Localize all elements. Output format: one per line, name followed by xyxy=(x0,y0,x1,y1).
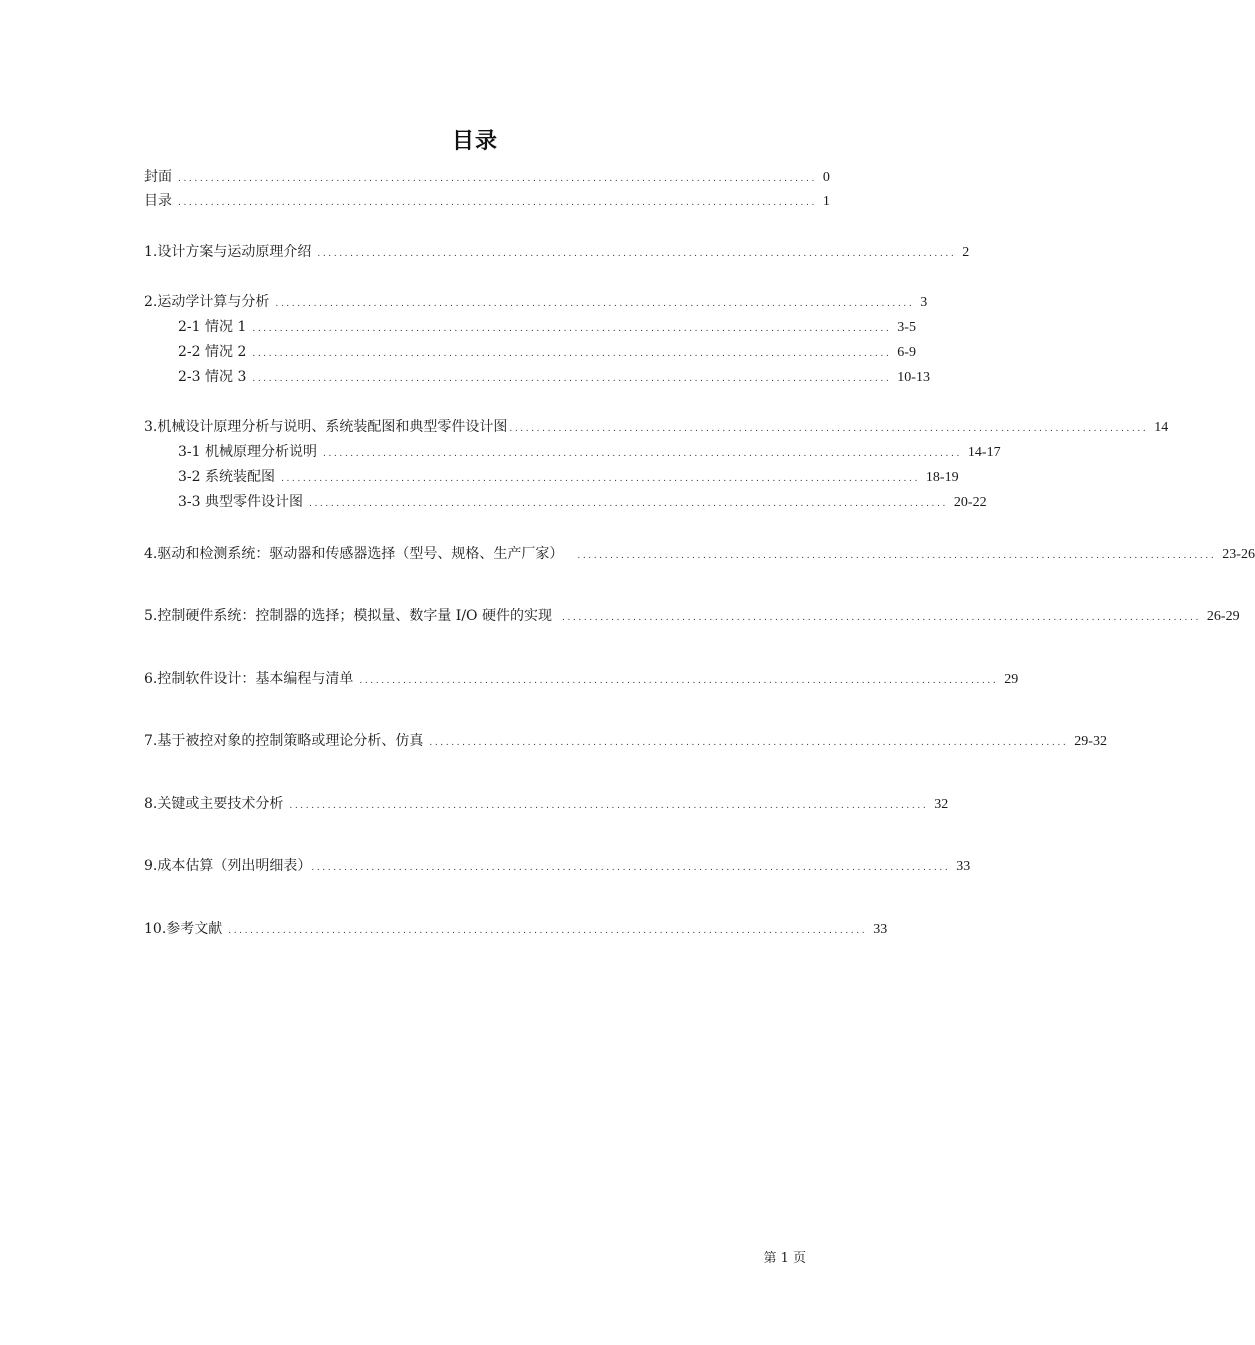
toc-entry-section-4[interactable] xyxy=(144,545,1255,565)
dot-leader: ..................................................................................................................... xyxy=(228,926,868,936)
toc-entry-page: 29-32 xyxy=(1074,734,1107,749)
toc-entry-label: 封面 xyxy=(144,169,172,185)
dot-leader: ..................................................................................................................... xyxy=(577,551,1217,561)
toc-entry-page: 3-5 xyxy=(897,320,916,335)
dot-leader: ..................................................................................................................... xyxy=(509,424,1149,434)
toc-entry-section-2[interactable] xyxy=(144,293,928,313)
toc-entry-label: 6.控制软件设计：基本编程与清单 xyxy=(144,671,354,687)
toc-entry-label: 7.基于被控对象的控制策略或理论分析、仿真 xyxy=(144,733,424,749)
toc-entry-page: 33 xyxy=(956,859,971,874)
toc-entry-section-3-3[interactable] xyxy=(178,493,987,513)
toc-entry-section-2-3[interactable] xyxy=(178,368,930,388)
toc-entry-section-3-1[interactable] xyxy=(178,443,1001,463)
toc-entry-section-5[interactable] xyxy=(144,607,1240,627)
toc-entry-page: 0 xyxy=(822,170,830,185)
dot-leader: ..................................................................................................................... xyxy=(252,324,892,334)
dot-leader: ..................................................................................................................... xyxy=(289,801,929,811)
toc-entry-section-2-2[interactable] xyxy=(178,343,916,363)
toc-entry-page: 26-29 xyxy=(1206,609,1240,624)
toc-entry-section-1[interactable] xyxy=(144,243,970,263)
toc-entry-section-3[interactable] xyxy=(144,418,1169,438)
dot-leader: ..................................................................................................................... xyxy=(317,249,957,259)
toc-entry-label: 3.机械设计原理分析与说明、系统装配图和典型零件设计图 xyxy=(144,419,508,435)
toc-entry-page: 2 xyxy=(962,245,970,260)
toc-entry-page: 29 xyxy=(1004,672,1019,687)
toc-entry-page: 18-19 xyxy=(925,470,959,485)
toc-entry-label: 2-1 情况 1 xyxy=(178,319,247,335)
toc-entry-section-6[interactable] xyxy=(144,670,1019,690)
toc-entry-label: 2-3 情况 3 xyxy=(178,369,247,385)
toc-entry-section-10[interactable] xyxy=(144,920,888,940)
toc-entry-label: 3-1 机械原理分析说明 xyxy=(178,444,317,460)
toc-entry-page: 14 xyxy=(1154,420,1169,435)
toc-entry-page: 10-13 xyxy=(897,370,930,385)
dot-leader: ..................................................................................................................... xyxy=(178,174,817,184)
toc-entry-label: 目录 xyxy=(144,193,172,209)
toc-entry-label: 10.参考文献 xyxy=(144,921,223,937)
toc-entry-section-3-2[interactable] xyxy=(178,468,959,488)
toc-entry-page: 14-17 xyxy=(967,445,1001,460)
dot-leader: ..................................................................................................................... xyxy=(281,474,920,484)
toc-entry-section-9[interactable] xyxy=(144,857,971,877)
toc-entry-page: 33 xyxy=(873,922,888,937)
toc-entry-section-8[interactable] xyxy=(144,795,949,815)
dot-leader: ..................................................................................................................... xyxy=(178,198,817,208)
toc-entry-section-7[interactable] xyxy=(144,732,1107,752)
toc-entry-page: 20-22 xyxy=(953,495,987,510)
toc-entry-label: 4.驱动和检测系统：驱动器和传感器选择（型号、规格、生产厂家） xyxy=(144,546,564,562)
dot-leader: ..................................................................................................................... xyxy=(252,349,892,359)
toc-entry-page: 1 xyxy=(822,194,830,209)
toc-entry-page: 23-26 xyxy=(1222,547,1255,562)
dot-leader: ..................................................................................................................... xyxy=(561,613,1201,623)
toc-entry-label: 3-3 典型零件设计图 xyxy=(178,494,303,510)
toc-entry-contents[interactable] xyxy=(144,192,830,212)
toc-entry-section-2-1[interactable] xyxy=(178,318,916,338)
dot-leader: ..................................................................................................................... xyxy=(359,676,999,686)
dot-leader: ..................................................................................................................... xyxy=(275,299,915,309)
toc-entry-label: 9.成本估算（列出明细表） xyxy=(144,858,312,874)
toc-entry-cover[interactable] xyxy=(144,168,830,188)
page-title: 目录 xyxy=(451,129,498,154)
dot-leader: ..................................................................................................................... xyxy=(311,863,951,873)
toc-entry-page: 3 xyxy=(920,295,928,310)
toc-entry-page: 6-9 xyxy=(897,345,916,360)
toc-entry-label: 5.控制硬件系统：控制器的选择；模拟量、数字量 I/O 硬件的实现 xyxy=(144,608,552,624)
page-footer: 第 1 页 xyxy=(763,1251,806,1266)
toc-entry-label: 8.关键或主要技术分析 xyxy=(144,796,284,812)
toc-entry-label: 2.运动学计算与分析 xyxy=(144,294,270,310)
dot-leader: ..................................................................................................................... xyxy=(252,374,892,384)
toc-entry-page: 32 xyxy=(934,797,949,812)
dot-leader: ..................................................................................................................... xyxy=(309,499,948,509)
dot-leader: ..................................................................................................................... xyxy=(429,738,1069,748)
dot-leader: ..................................................................................................................... xyxy=(323,449,962,459)
toc-entry-label: 3-2 系统装配图 xyxy=(178,469,275,485)
toc-entry-label: 1.设计方案与运动原理介绍 xyxy=(144,244,312,260)
toc-entry-label: 2-2 情况 2 xyxy=(178,344,247,360)
